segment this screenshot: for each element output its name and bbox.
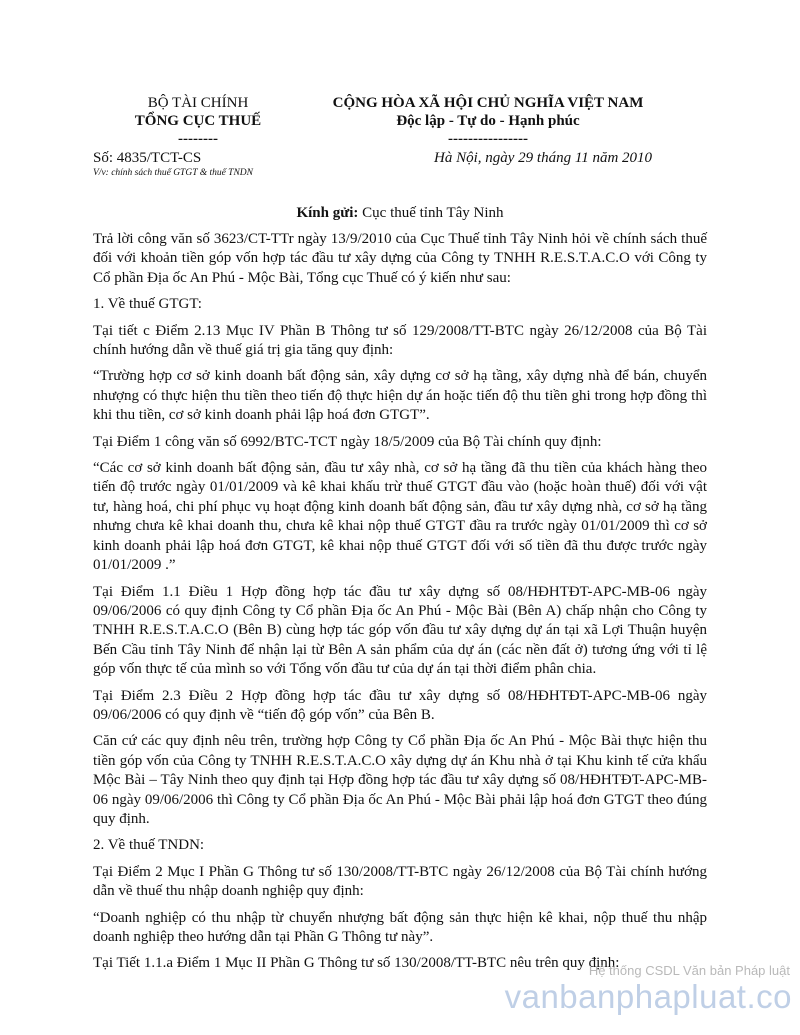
watermark-site: vanbanphapluat.co xyxy=(504,978,792,1015)
ministry-name: BỘ TÀI CHÍNH xyxy=(147,95,249,111)
country-name: CỘNG HÒA XÃ HỘI CHỦ NGHĨA VIỆT NAM xyxy=(332,95,644,111)
document-body xyxy=(93,230,707,981)
issuer-block xyxy=(118,94,278,148)
document-date: Hà Nội, ngày 29 tháng 11 năm 2010 xyxy=(434,150,653,166)
paragraph: Tại Điểm 1 công văn số 6992/BTC-TCT ngày 18/5/2009 của Bộ Tài chính quy định: xyxy=(93,433,602,450)
paragraph: Tại Điểm 1.1 Điều 1 Hợp đồng hợp tác đầu tư xây dựng số 08/HĐHTĐT-APC-MB-06 ngày 09/06/2006 có quy định Công ty Cổ phần Địa ốc An Phú - Mộc Bài (Bên A) chấp nhận cho Công ty TNHH R.E.S.T.A.C.O (Bên B) cùng hợp tác góp vốn đầu tư xây dựng dự án tại xã Lợi Thuận huyện Bến Cầu tỉnh Tây Ninh để nhận lại từ Bên A sản phẩm của dự án (các nền đất ở) tương ứng với tỉ lệ góp vốn thực tế của mình so với Tổng vốn đầu tư của dự án tại thời điểm phân chia. xyxy=(93,583,707,678)
paragraph: Tại tiết c Điểm 2.13 Mục IV Phần B Thông tư số 129/2008/TT-BTC ngày 26/12/2008 của Bộ Tài chính hướng dẫn về thuế giá trị gia tăng quy định: xyxy=(93,322,707,359)
department-name: TỔNG CỤC THUẾ xyxy=(134,113,262,129)
section-heading-cit: 2. Về thuế TNDN: xyxy=(93,837,205,854)
document-number: Số: 4835/TCT-CS xyxy=(93,150,202,166)
quote-paragraph: “Các cơ sở kinh doanh bất động sản, đầu tư xây nhà, cơ sở hạ tầng đã thu tiền của khách hàng theo tiến độ trước ngày 01/01/2009 và kê khai khấu trừ thuế GTGT đầu vào (hoặc hoàn thuế) đối với vật tư, hàng hoá, chi phí phục vụ hoạt động kinh doanh bất động sản, đầu tư xây dựng nhà, cơ sở hạ tầng nhưng chưa kê khai doanh thu, chưa kê khai nộp thuế GTGT đầu ra trước ngày 01/01/2009 thì cơ sở kinh doanh phải lập hoá đơn GTGT, kê khai nộp thuế GTGT đối với số tiền đã thu được trước ngày 01/01/2009 .” xyxy=(93,460,707,574)
quote-paragraph: “Trường hợp cơ sở kinh doanh bất động sản, xây dựng cơ sở hạ tầng, xây dựng nhà để bán, chuyển nhượng có thực hiện thu tiền theo tiến độ thực hiện dự án hoặc tiến độ thu tiền ghi trong hợp đồng thì khi thu tiền, cơ sở kinh doanh phải lập hoá đơn GTGT”. xyxy=(93,368,707,424)
recipient-line xyxy=(0,205,800,222)
paragraph: Tại Điểm 2.3 Điều 2 Hợp đồng hợp tác đầu tư xây dựng số 08/HĐHTĐT-APC-MB-06 ngày 09/06/2006 có quy định về “tiến độ góp vốn” của Bên B. xyxy=(93,687,707,723)
issuer-divider: -------- xyxy=(178,131,218,147)
paragraph: Tại Điểm 2 Mục I Phần G Thông tư số 130/2008/TT-BTC ngày 26/12/2008 của Bộ Tài chính hướng dẫn về thuế thu nhập doanh nghiệp quy định: xyxy=(93,863,707,900)
section-heading-vat: 1. Về thuế GTGT: xyxy=(93,296,202,313)
motto: Độc lập - Tự do - Hạnh phúc xyxy=(396,113,580,129)
motto-divider: ---------------- xyxy=(448,131,528,147)
paragraph: Tại Tiết 1.1.a Điểm 1 Mục II Phần G Thông tư số 130/2008/TT-BTC nêu trên quy định: xyxy=(93,955,620,972)
recipient-name: Cục thuế tỉnh Tây Ninh xyxy=(358,205,504,221)
paragraph-intro: Trả lời công văn số 3623/CT-TTr ngày 13/9/2010 của Cục Thuế tỉnh Tây Ninh hỏi về chính sách thuế đối với khoản tiền góp vốn hợp tác đầu tư xây dựng của Công ty TNHH R.E.S.T.A.C.O với Công ty Cổ phần Địa ốc An Phú - Mộc Bài, Tổng cục Thuế có ý kiến như sau: xyxy=(93,231,707,286)
recipient-label: Kính gửi: xyxy=(296,205,359,221)
watermark-caption: Hệ thống CSDL Văn bản Pháp luật xyxy=(588,963,790,978)
paragraph: Căn cứ các quy định nêu trên, trường hợp Công ty Cổ phần Địa ốc An Phú - Mộc Bài thực hiện thu tiền góp vốn của Công ty TNHH R.E.S.T.A.C.O xây dựng dự án Khu nhà ở tại Khu kinh tế cửa khẩu Mộc Bài – Tây Ninh theo quy định tại Hợp đồng hợp tác đầu tư xây dựng số 08/HĐHTĐT-APC-MB-06 ngày 09/06/2006 thì Công ty Cổ phần Địa ốc An Phú - Mộc Bài phải lập hoá đơn GTGT theo đúng quy định. xyxy=(93,733,707,827)
document-subject: V/v: chính sách thuế GTGT & thuế TNDN xyxy=(93,168,254,178)
quote-paragraph: “Doanh nghiệp có thu nhập từ chuyển nhượng bất động sản thực hiện kê khai, nộp thuế thu nhập doanh nghiệp theo hướng dẫn tại Phần G Thông tư này”. xyxy=(93,909,707,945)
national-motto-block xyxy=(300,94,676,148)
